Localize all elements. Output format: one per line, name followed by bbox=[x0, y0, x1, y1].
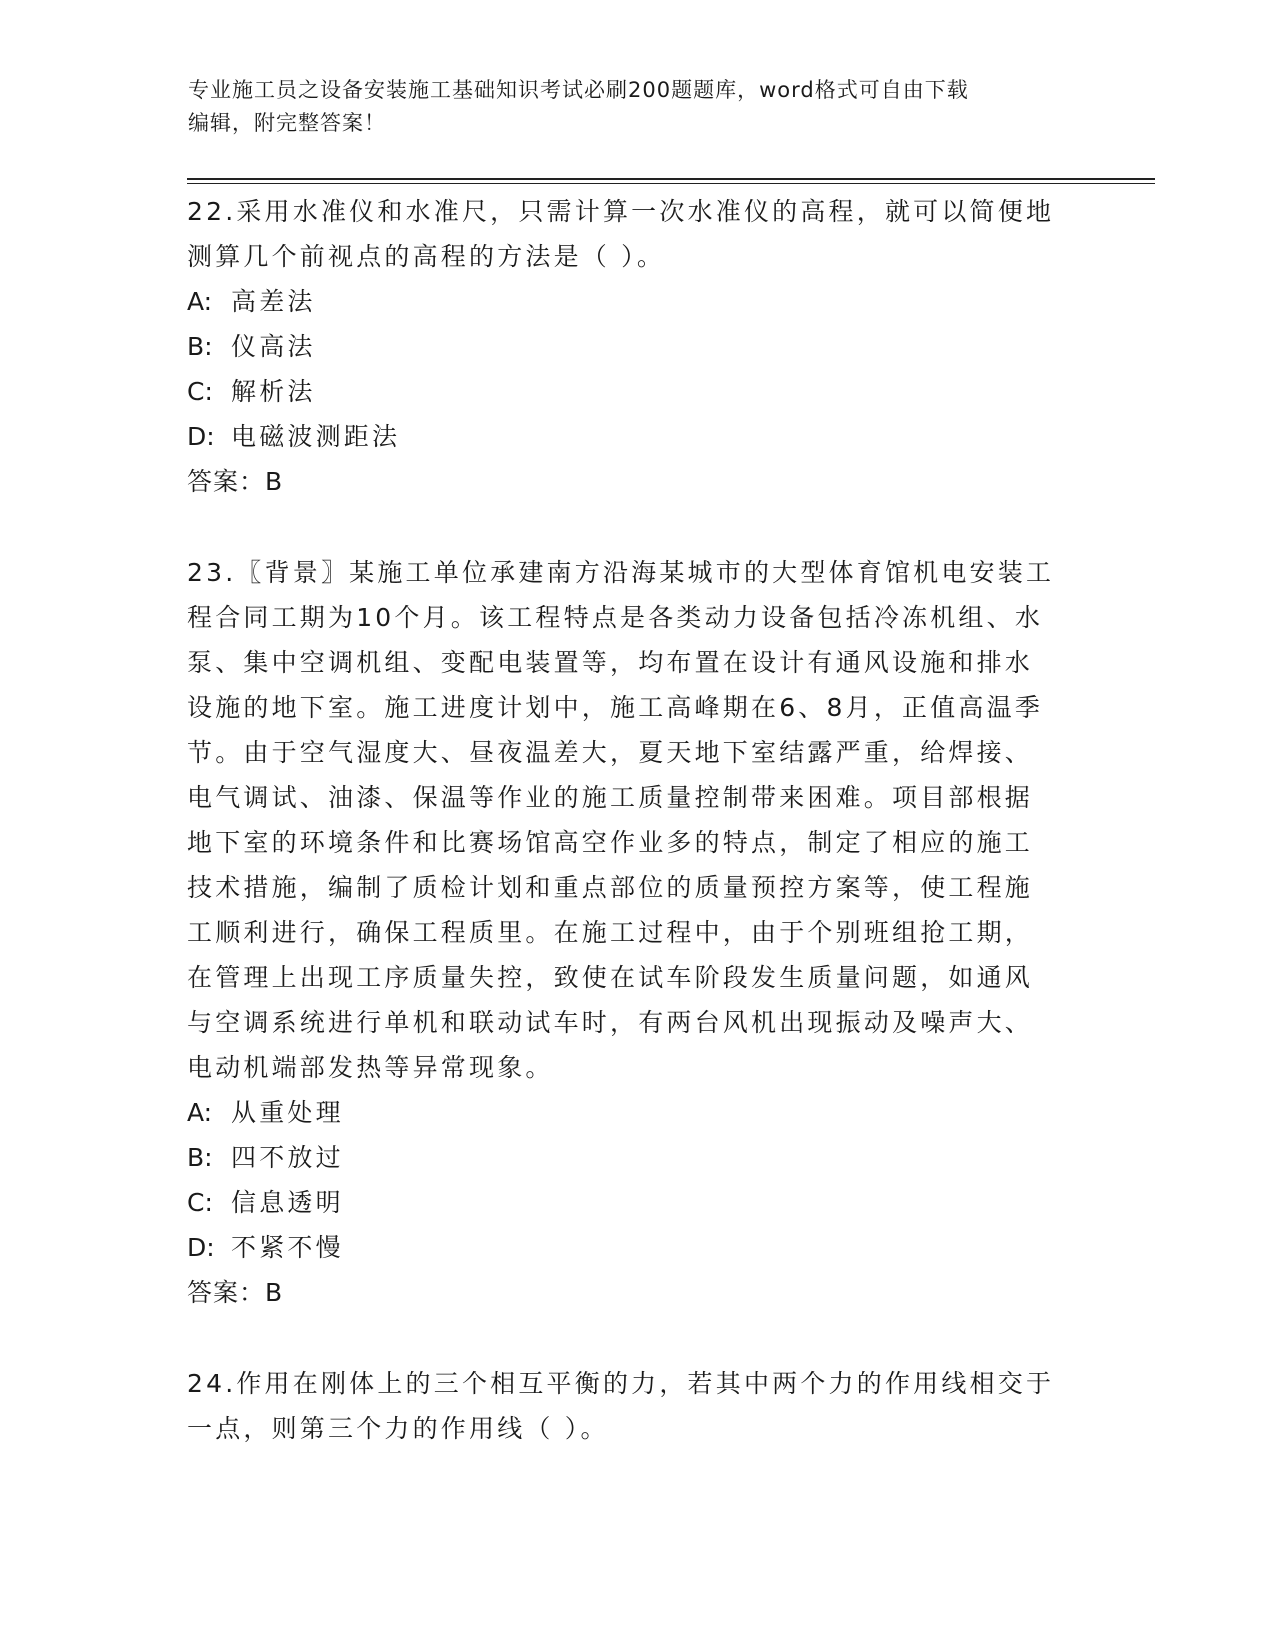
header-divider-thick bbox=[187, 178, 1155, 180]
answer-line: 答案：B bbox=[187, 467, 284, 496]
document-header bbox=[188, 74, 1088, 140]
option-key: C: bbox=[187, 1188, 213, 1217]
option-key: C: bbox=[187, 377, 213, 406]
option-text: 高差法 bbox=[231, 287, 316, 316]
question-stem-line: 程合同工期为10个月。该工程特点是各类动力设备包括冷冻机组、水 bbox=[187, 603, 1044, 632]
option-text: 从重处理 bbox=[231, 1098, 344, 1127]
option-text: 解析法 bbox=[231, 377, 316, 406]
option-key: A: bbox=[187, 287, 213, 316]
question-stem-line: 24.作用在刚体上的三个相互平衡的力，若其中两个力的作用线相交于 bbox=[187, 1369, 1055, 1398]
option-d bbox=[187, 414, 1087, 459]
option-c bbox=[187, 1180, 1087, 1225]
question-stem-line: 23.〖背景〗某施工单位承建南方沿海某城市的大型体育馆机电安装工 bbox=[187, 558, 1055, 587]
option-a bbox=[187, 1090, 1087, 1135]
question-23 bbox=[187, 550, 1087, 1315]
option-b bbox=[187, 1135, 1087, 1180]
header-line-1: 专业施工员之设备安装施工基础知识考试必刷200题题库，word格式可自由下载 bbox=[188, 78, 969, 102]
option-c bbox=[187, 369, 1087, 414]
question-stem-line: 节。由于空气湿度大、昼夜温差大，夏天地下室结露严重，给焊接、 bbox=[187, 738, 1034, 767]
question-stem-line: 电动机端部发热等异常现象。 bbox=[187, 1053, 554, 1082]
option-key: D: bbox=[187, 422, 215, 451]
question-stem-line: 在管理上出现工序质量失控，致使在试车阶段发生质量问题，如通风 bbox=[187, 963, 1034, 992]
option-key: B: bbox=[187, 332, 213, 361]
question-stem-line: 一点，则第三个力的作用线（ ）。 bbox=[187, 1414, 609, 1443]
option-text: 仪高法 bbox=[231, 332, 316, 361]
option-text: 四不放过 bbox=[231, 1143, 344, 1172]
option-text: 信息透明 bbox=[231, 1188, 344, 1217]
question-22 bbox=[187, 189, 1087, 504]
question-stem-line: 测算几个前视点的高程的方法是（ ）。 bbox=[187, 242, 666, 271]
header-divider-thin bbox=[187, 183, 1155, 184]
question-stem-line: 技术措施，编制了质检计划和重点部位的质量预控方案等，使工程施 bbox=[187, 873, 1034, 902]
question-stem-line: 地下室的环境条件和比赛场馆高空作业多的特点，制定了相应的施工 bbox=[187, 828, 1034, 857]
question-stem-line: 与空调系统进行单机和联动试车时，有两台风机出现振动及噪声大、 bbox=[187, 1008, 1034, 1037]
option-d bbox=[187, 1225, 1087, 1270]
question-24 bbox=[187, 1361, 1087, 1451]
question-list bbox=[187, 189, 1087, 1451]
question-stem-line: 工顺利进行，确保工程质里。在施工过程中，由于个别班组抢工期， bbox=[187, 918, 1034, 947]
header-line-2: 编辑，附完整答案！ bbox=[188, 111, 386, 135]
option-text: 电磁波测距法 bbox=[231, 422, 401, 451]
option-key: A: bbox=[187, 1098, 213, 1127]
answer-line: 答案：B bbox=[187, 1278, 284, 1307]
question-stem-line: 电气调试、油漆、保温等作业的施工质量控制带来困难。项目部根据 bbox=[187, 783, 1034, 812]
option-key: B: bbox=[187, 1143, 213, 1172]
option-key: D: bbox=[187, 1233, 215, 1262]
question-stem-line: 22.采用水准仪和水准尺，只需计算一次水准仪的高程，就可以简便地 bbox=[187, 197, 1055, 226]
question-stem-line: 泵、集中空调机组、变配电装置等，均布置在设计有通风设施和排水 bbox=[187, 648, 1034, 677]
option-b bbox=[187, 324, 1087, 369]
question-stem-line: 设施的地下室。施工进度计划中，施工高峰期在6、8月，正值高温季 bbox=[187, 693, 1044, 722]
option-text: 不紧不慢 bbox=[231, 1233, 344, 1262]
option-a bbox=[187, 279, 1087, 324]
